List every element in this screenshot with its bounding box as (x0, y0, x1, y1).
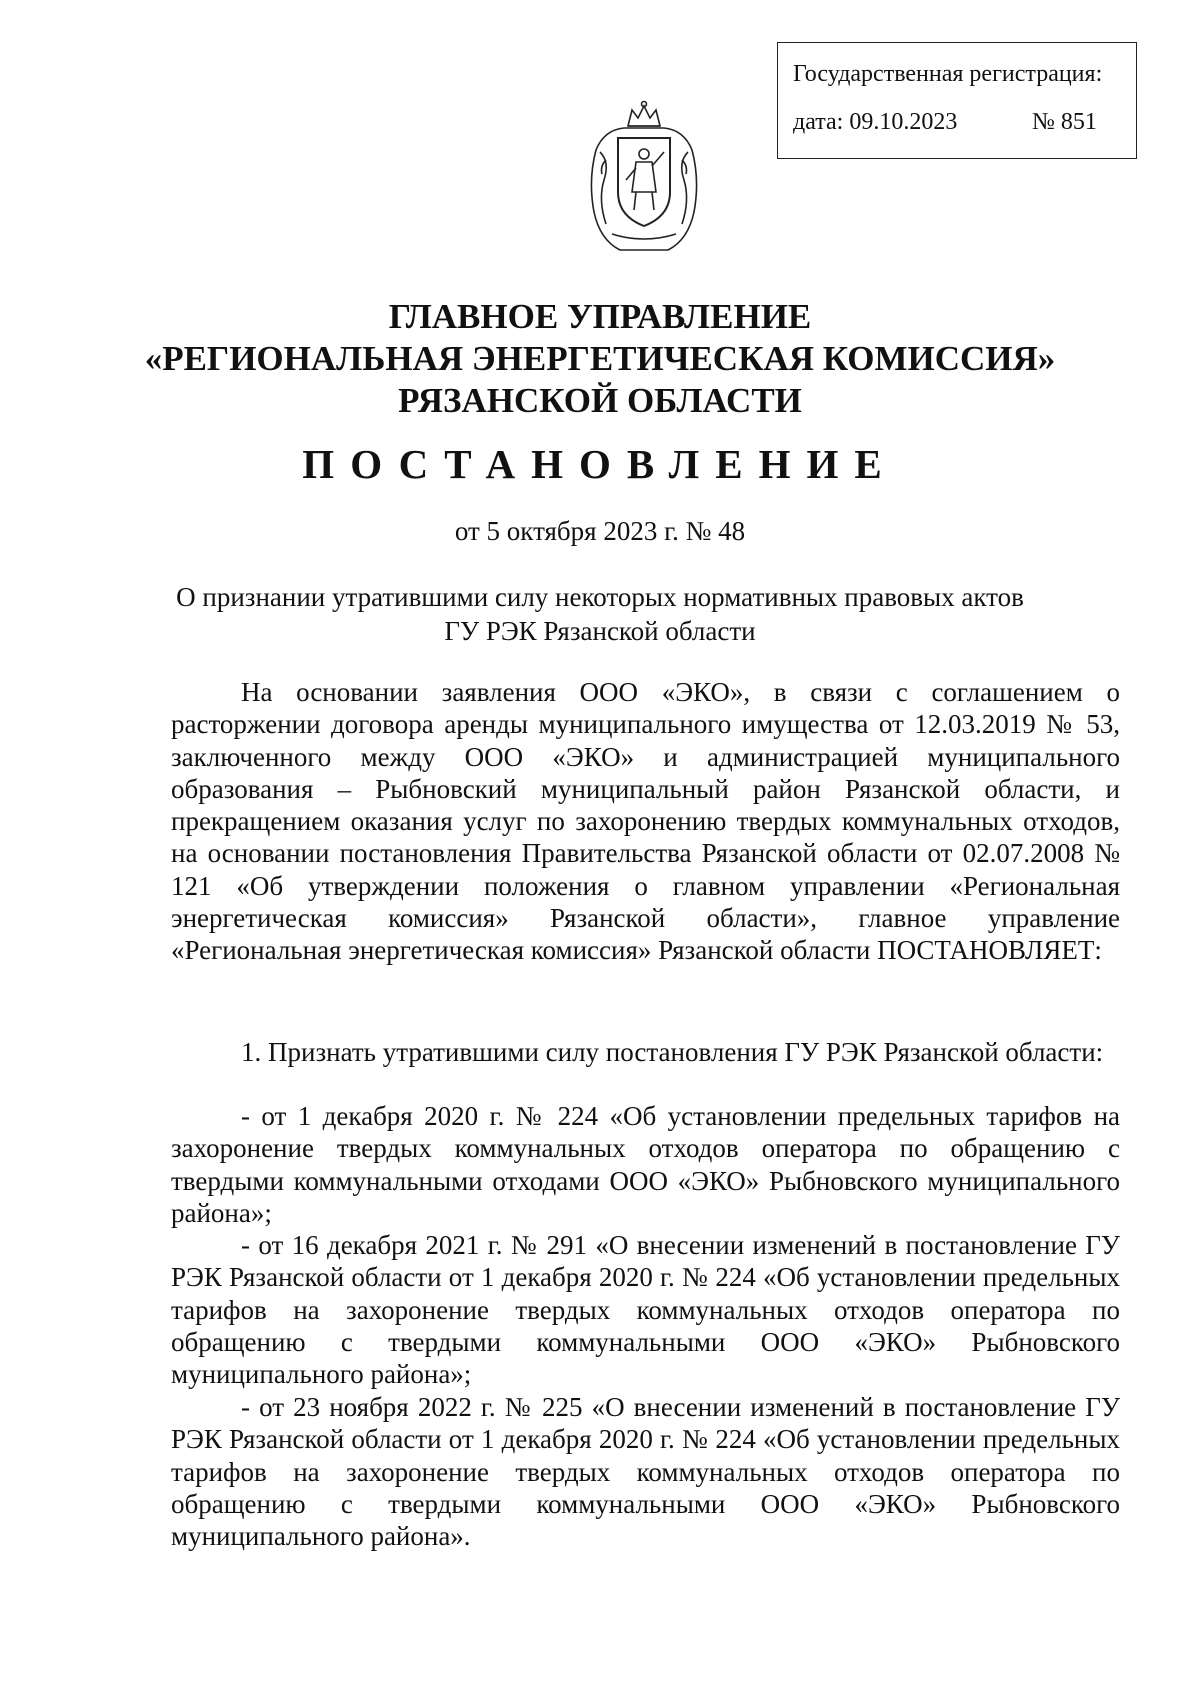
registration-date: дата: 09.10.2023 (793, 109, 958, 135)
list-item-repealed-act-1: - от 1 декабря 2020 г. № 224 «Об установлении предельных тарифов на захоронение твердых коммунальных отходов оператора по обращению с твердыми коммунальными отходами ООО «ЭКО» Рыбновского муниципального района»; (171, 1101, 1120, 1228)
subject-line-1: О признании утратившими силу некоторых нормативных правовых актов (176, 582, 1024, 612)
basis-paragraph: На основании заявления ООО «ЭКО», в связи с соглашением о расторжении договора аренды муниципального имущества от 12.03.2019 № 53, заключенного между ООО «ЭКО» и администрацией муниципального образования – Рыбновский муниципальный район Рязанской области, и прекращением оказания услуг по захоронению твердых коммунальных отходов, на основании постановления Правительства Рязанской области от 02.07.2008 № 121 «Об утверждении положения о главном управлении «Региональная энергетическая комиссия» Рязанской области», главное управление «Региональная энергетическая комиссия» Рязанской области ПОСТАНОВЛЯЕТ: (171, 677, 1120, 966)
document-subject (100, 580, 1100, 648)
document-date-number: от 5 октября 2023 г. № 48 (454, 516, 746, 546)
list-item-repealed-act-3: - от 23 ноября 2022 г. № 225 «О внесении изменений в постановление ГУ РЭК Рязанской области от 1 декабря 2020 г. № 224 «Об установлении предельных тарифов на захоронение твердых коммунальных отходов оператора по обращению с твердыми коммунальными ООО «ЭКО» Рыбновского муниципального района». (171, 1392, 1120, 1552)
item-1-paragraph: 1. Признать утратившими силу постановления ГУ РЭК Рязанской области: (241, 1037, 1104, 1067)
subject-line-2: ГУ РЭК Рязанской области (444, 616, 756, 646)
coat-of-arms-emblem (574, 100, 714, 258)
state-registration-box (777, 42, 1137, 159)
org-name-line-3: РЯЗАНСКОЙ ОБЛАСТИ (398, 381, 802, 420)
list-item-repealed-act-2: - от 16 декабря 2021 г. № 291 «О внесении изменений в постановление ГУ РЭК Рязанской области от 1 декабря 2020 г. № 224 «Об установлении предельных тарифов на захоронение твердых коммунальных отходов оператора по обращению с твердыми коммунальными ООО «ЭКО» Рыбновского муниципального района»; (171, 1230, 1120, 1390)
document-type-title: ПОСТАНОВЛЕНИЕ (302, 441, 898, 487)
org-name-line-1: ГЛАВНОЕ УПРАВЛЕНИЕ (388, 297, 812, 336)
org-name-line-2: «РЕГИОНАЛЬНАЯ ЭНЕРГЕТИЧЕСКАЯ КОМИССИЯ» (144, 339, 1056, 378)
registration-number: № 851 (1032, 109, 1097, 135)
registration-title: Государственная регистрация: (793, 61, 1103, 87)
